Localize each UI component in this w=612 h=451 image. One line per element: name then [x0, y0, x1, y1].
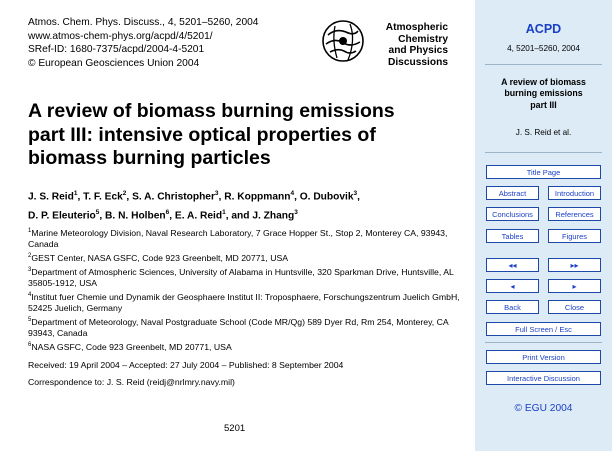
next-page-button[interactable]: [548, 279, 601, 293]
title-line: part III: intensive optical properties of: [28, 123, 376, 146]
author-name: T. F. Eck: [83, 191, 123, 203]
first-page-button[interactable]: [486, 258, 539, 272]
affiliation-number: 2: [28, 253, 32, 260]
affiliation-number: 3: [28, 266, 32, 273]
affiliation-item: [28, 226, 468, 251]
author-name: J. Zhang: [252, 210, 295, 222]
author-separator: ,: [77, 191, 84, 203]
divider: [485, 64, 602, 65]
affiliation-text: Department of Meteorology, Naval Postgraduate School (Code MR/Qg) 589 Dyer Rd, Rm 254, Monterey, CA 93943, Canada: [28, 316, 449, 339]
print-version-button[interactable]: Print Version: [486, 350, 601, 364]
sidebar-title-line: burning emissions: [504, 88, 583, 99]
affiliation-number: 6: [28, 341, 32, 348]
affiliation-text: Institut fuer Chemie und Dynamik der Geosphaere Institut II: Troposphaere, Forschungszentrum Juelich GmbH, 52425 Juelich, Germany: [28, 291, 460, 314]
divider: [485, 152, 602, 153]
author-name: J. S. Reid: [28, 191, 74, 203]
title-line: A review of biomass burning emissions: [28, 100, 395, 122]
previous-page-icon: ◂: [510, 282, 515, 291]
interactive-discussion-button[interactable]: Interactive Discussion: [486, 371, 601, 385]
author-separator: , and: [225, 210, 253, 222]
tables-button[interactable]: Tables: [486, 229, 539, 243]
navigation-sidebar: [475, 0, 612, 451]
logo-line: Chemistry: [398, 33, 448, 45]
author-name: O. Dubovik: [299, 191, 354, 203]
logo-line: Discussions: [387, 56, 448, 68]
journal-citation: Atmos. Chem. Phys. Discuss., 4, 5201–5260, 2004: [28, 17, 259, 28]
journal-header: [28, 16, 258, 70]
conclusions-button[interactable]: Conclusions: [486, 207, 539, 221]
author-affiliation-marker: 5: [95, 209, 100, 217]
sidebar-reference: 4, 5201–5260, 2004: [507, 44, 580, 53]
page-number: 5201: [224, 423, 246, 434]
globe-logo-icon: [320, 18, 366, 64]
affiliation-item: [28, 340, 468, 353]
previous-page-button[interactable]: [486, 279, 539, 293]
affiliation-text: Marine Meteorology Division, Naval Research Laboratory, 7 Grace Hopper St., Stop 2, Monterey CA, 93943, Canada: [28, 227, 448, 250]
logo-line: Atmospheric: [385, 22, 448, 33]
received-dates: Received: 19 April 2004 – Accepted: 27 July 2004 – Published: 8 September 2004: [28, 360, 344, 370]
author-list: [28, 186, 473, 225]
author-name: D. P. Eleuterio: [28, 210, 96, 222]
first-page-icon: ◂◂: [508, 261, 517, 270]
affiliation-number: 4: [28, 291, 32, 298]
affiliation-item: [28, 290, 468, 315]
logo-text: [368, 22, 448, 68]
close-button[interactable]: Close: [548, 300, 601, 314]
author-affiliation-marker: 3: [353, 190, 358, 197]
author-name: R. Koppmann: [224, 191, 291, 203]
affiliation-number: 1: [28, 228, 32, 234]
author-affiliation-marker: 1: [73, 190, 78, 197]
author-affiliation-marker: 3: [294, 209, 298, 217]
author-affiliation-marker: 4: [290, 190, 295, 197]
next-page-icon: ▸: [572, 282, 577, 291]
affiliation-number: 5: [28, 316, 32, 323]
title-page-button[interactable]: Title Page: [486, 165, 601, 179]
affiliation-text: GEST Center, NASA GSFC, Code 923 Greenbelt, MD 20771, USA: [31, 252, 289, 263]
author-name: B. N. Holben: [105, 210, 166, 222]
author-affiliation-marker: 1: [222, 209, 226, 217]
fullscreen-button[interactable]: Full Screen / Esc: [486, 322, 601, 336]
last-page-button[interactable]: [548, 258, 601, 272]
author-affiliation-marker: 3: [214, 190, 219, 197]
author-separator: ,: [294, 191, 300, 203]
article-title: [28, 100, 468, 171]
copyright-notice: © European Geosciences Union 2004: [28, 57, 200, 69]
affiliation-text: NASA GSFC, Code 923 Greenbelt, MD 20771, USA: [31, 341, 232, 352]
affiliation-item: [28, 265, 468, 290]
logo-line: and Physics: [388, 45, 448, 56]
correspondence: Correspondence to: J. S. Reid (reidj@nrlmry.navy.mil): [28, 377, 235, 387]
sidebar-title-line: part III: [530, 99, 557, 110]
author-affiliation-marker: 6: [165, 209, 170, 217]
sidebar-journal: ACPD: [525, 22, 562, 36]
author-separator: ,: [99, 210, 106, 222]
title-line: biomass burning particles: [28, 147, 271, 169]
affiliation-text: Department of Atmospheric Sciences, University of Alabama in Huntsville, 320 Sparkman Drive, Huntsville, AL 35805-1912, USA: [28, 266, 454, 289]
author-name: S. A. Christopher: [132, 191, 215, 203]
author-separator: ,: [357, 191, 360, 203]
author-name: E. A. Reid: [174, 210, 223, 222]
sidebar-authors: J. S. Reid et al.: [515, 128, 572, 137]
introduction-button[interactable]: Introduction: [548, 186, 601, 200]
last-page-icon: ▸▸: [570, 261, 579, 270]
journal-url[interactable]: www.atmos-chem-phys.org/acpd/4/5201/: [28, 30, 213, 42]
sidebar-title: [483, 77, 604, 111]
affiliation-list: [28, 226, 468, 353]
affiliation-item: [28, 315, 468, 340]
sidebar-title-line: A review of biomass: [501, 77, 586, 87]
sref-id: SRef-ID: 1680-7375/acpd/2004-4-5201: [28, 44, 205, 56]
divider: [485, 342, 602, 343]
journal-logo: [316, 16, 448, 72]
egu-copyright: © EGU 2004: [514, 403, 573, 414]
abstract-button[interactable]: Abstract: [486, 186, 539, 200]
author-affiliation-marker: 2: [122, 190, 127, 197]
author-separator: ,: [218, 191, 225, 203]
back-button[interactable]: Back: [486, 300, 539, 314]
affiliation-item: [28, 251, 468, 264]
author-separator: ,: [169, 210, 175, 222]
author-separator: ,: [126, 191, 133, 203]
references-button[interactable]: References: [548, 207, 601, 221]
figures-button[interactable]: Figures: [548, 229, 601, 243]
